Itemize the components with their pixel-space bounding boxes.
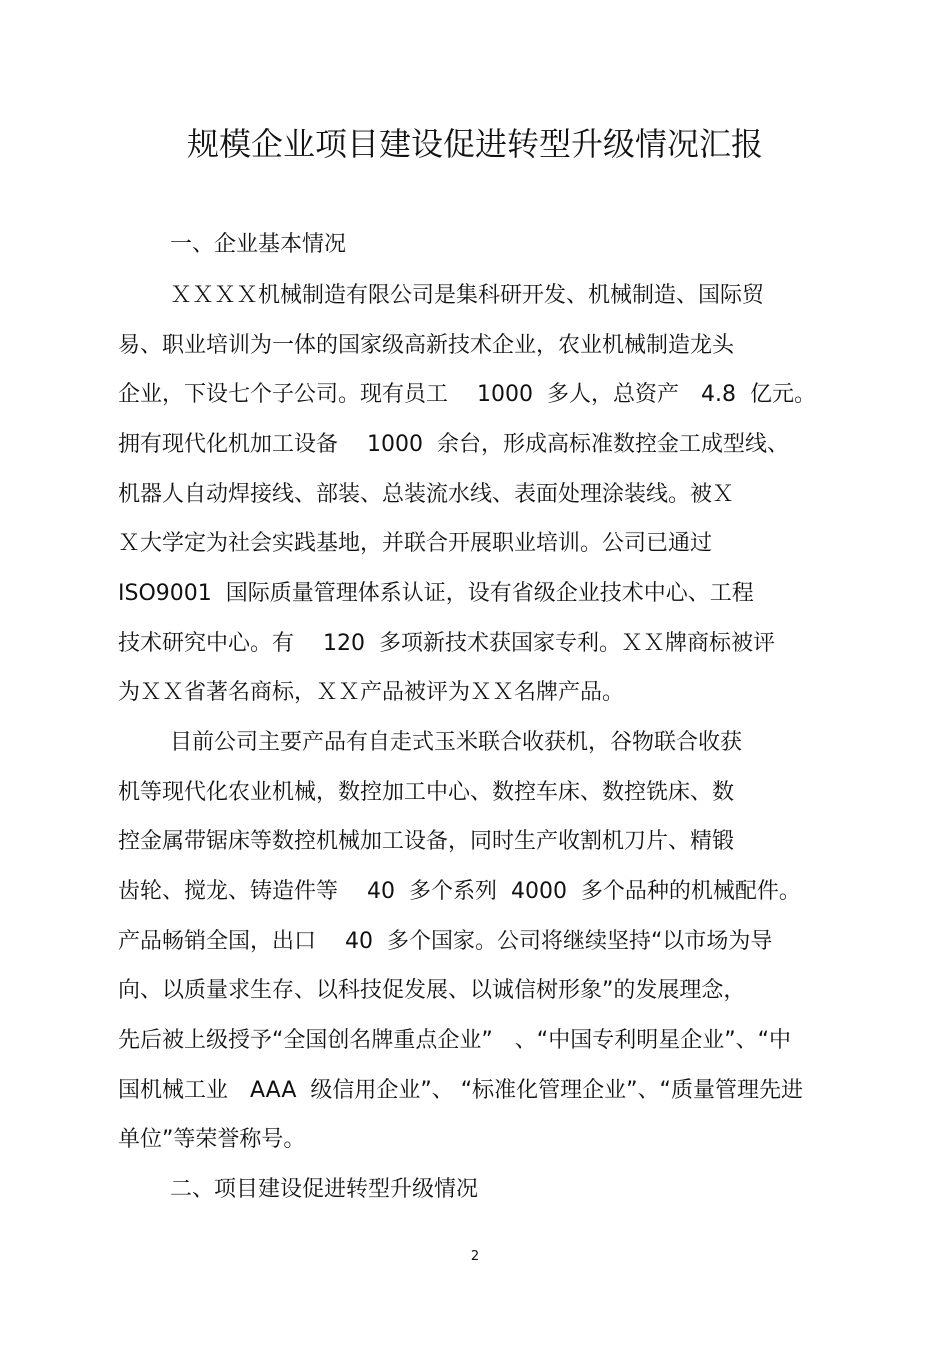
paragraph-line: 机等现代化农业机械，数控加工中心、数控车床、数控铣床、数 <box>118 780 735 805</box>
paragraph-line: 向、以质量求生存、以科技促发展、以诚信树形象”的发展理念， <box>118 978 746 1003</box>
section-heading-2: 二、项目建设促进转型升级情况 <box>170 1177 479 1202</box>
page-number: 2 <box>470 1249 480 1264</box>
paragraph-line: 齿轮、搅龙、铸造件等 40 多个系列 4000 多个品种的机械配件。 <box>118 879 801 904</box>
paragraph-line: 控金属带锯床等数控机械加工设备，同时生产收割机刀片、精锻 <box>118 829 735 854</box>
paragraph-line: 易、职业培训为一体的国家级高新技术企业，农业机械制造龙头 <box>118 333 735 358</box>
paragraph-line: 拥有现代化机加工设备 1000 余台，形成高标准数控金工成型线、 <box>118 432 789 457</box>
paragraph-line: 为ＸＸ省著名商标，ＸＸ产品被评为ＸＸ名牌产品。 <box>118 680 625 705</box>
paragraph-line: 产品畅销全国，出口 40 多个国家。公司将继续坚持“以市场为导 <box>118 929 773 954</box>
paragraph-line: ＸＸＸＸ机械制造有限公司是集科研开发、机械制造、国际贸 <box>170 283 765 308</box>
paragraph-line: 单位”等荣誉称号。 <box>118 1127 306 1152</box>
paragraph-line: 技术研究中心。有 120 多项新技术获国家专利。ＸＸ牌商标被评 <box>118 631 775 656</box>
paragraph-line: 目前公司主要产品有自走式玉米联合收获机，谷物联合收获 <box>170 730 743 755</box>
document-title: 规模企业项目建设促进转型升级情况汇报 <box>186 125 763 163</box>
paragraph-line: 先后被上级授予“全国创名牌重点企业” 、“中国专利明星企业”、“中 <box>118 1028 791 1053</box>
paragraph-line: 机器人自动焊接线、部装、总装流水线、表面处理涂装线。被Ｘ <box>118 482 735 507</box>
paragraph-line: 国机械工业 AAA 级信用企业”、 “标准化管理企业”、“质量管理先进 <box>118 1078 803 1103</box>
paragraph-line: 企业，下设七个子公司。现有员工 1000 多人，总资产 4.8 亿元。 <box>118 382 816 407</box>
paragraph-line: ISO9001 国际质量管理体系认证，设有省级企业技术中心、工程 <box>118 581 754 606</box>
section-heading-1: 一、企业基本情况 <box>170 232 347 257</box>
paragraph-line: Ｘ大学定为社会实践基地，并联合开展职业培训。公司已通过 <box>118 531 713 556</box>
